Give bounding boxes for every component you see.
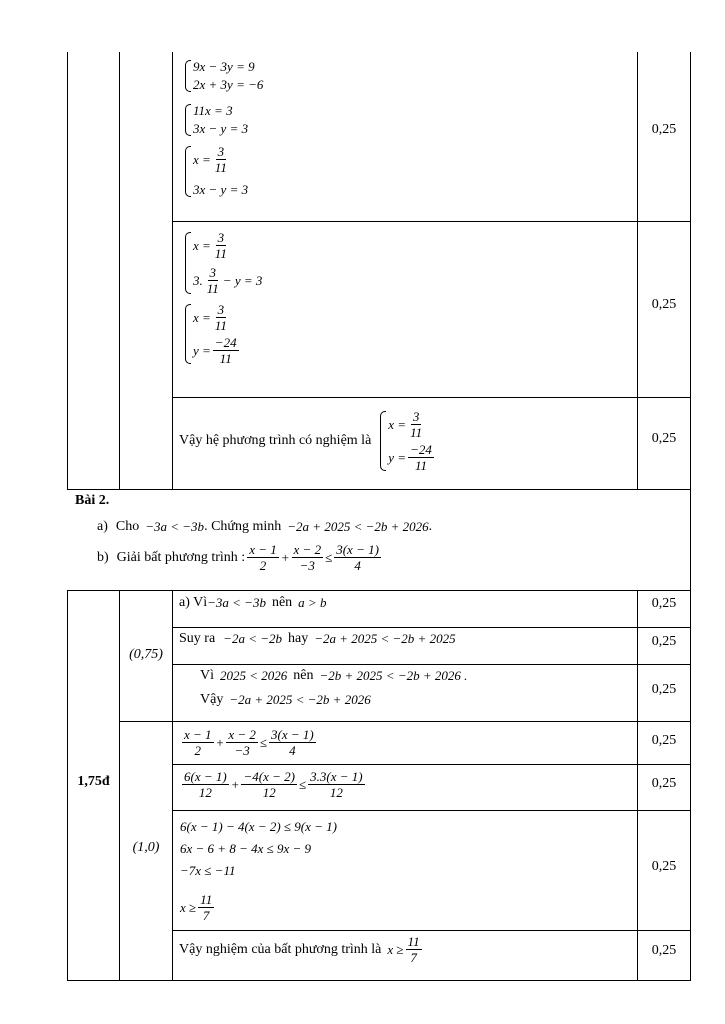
derivation-line: −7x ≤ −11 [180, 863, 236, 878]
fraction: $\frac{x - 2}{-3}$ [293, 542, 322, 573]
eq-line: 3x − y = 3 [193, 182, 249, 197]
step2-content [182, 230, 262, 366]
part-b-row-2 [180, 769, 367, 800]
score: 0,25 [651, 431, 677, 446]
conclusion-text: Vậy nghiệm của bất phương trình là [179, 941, 382, 957]
system-5 [182, 302, 262, 366]
text: . Chứng minh [204, 519, 282, 534]
eq-lhs: x ≥ [180, 899, 197, 915]
text: nên [293, 668, 314, 683]
math: −2a + 2025 < −2b + 2026 [229, 692, 371, 707]
eq-part: − y = 3 [222, 272, 263, 288]
fraction: $\frac{x - 1}{2}$ [249, 542, 277, 573]
step3-content [179, 400, 436, 482]
math: −2b + 2025 < −2b + 2026 . [319, 668, 468, 683]
score: 0,25 [651, 776, 677, 791]
text: Vì [200, 668, 214, 683]
score: 0,25 [651, 682, 677, 697]
text: a) Vì [179, 595, 208, 610]
score: 0,25 [651, 859, 677, 874]
fraction: $\frac{-24}{11}$ [214, 335, 237, 366]
text: Vậy [200, 692, 224, 707]
eq-lhs: y = [388, 449, 407, 465]
fraction: $\frac{11}{7}$ [407, 934, 420, 965]
eq-lhs: x = [193, 152, 211, 167]
text: Suy ra [179, 631, 216, 646]
operator: ≤ [325, 549, 333, 565]
fraction: $\frac{3}{11}$ [410, 409, 423, 440]
fraction: $\frac{3}{11}$ [214, 230, 227, 261]
solution-system [377, 409, 436, 473]
fraction: $\frac{6(x - 1)}{12}$ [184, 769, 227, 800]
system-1 [182, 58, 263, 94]
part-a-row-2 [179, 631, 456, 647]
text: hay [288, 631, 309, 646]
math: −2a + 2025 < −2b + 2025 [314, 631, 456, 646]
math: a > b [298, 595, 327, 610]
score: 0,25 [651, 634, 677, 649]
text: Cho [115, 519, 140, 534]
text: nên [271, 595, 293, 610]
eq-lhs: y = [193, 342, 211, 358]
fraction: $\frac{3}{11}$ [214, 144, 227, 175]
score: 0,25 [651, 297, 677, 312]
part-b-row-4 [179, 934, 424, 965]
total-score: 1,75đ [77, 774, 110, 789]
text: Giải bất phương trình : [116, 549, 246, 565]
eq-line: 2x + 3y = −6 [193, 77, 264, 92]
fraction: $\frac{3(x - 1)}{4}$ [271, 727, 314, 758]
eq-line: 11x = 3 [193, 103, 233, 118]
math: −3a < −3b [145, 519, 205, 534]
part-b-row-3 [180, 816, 337, 923]
part-a-row-1 [179, 595, 326, 611]
score: 0,25 [651, 733, 677, 748]
part-a-row-3 [200, 668, 467, 708]
bai2-part-a: a) Cho −3a < −3b . Chứng minh −2a + 2025 < −2b + 2026 . [97, 519, 433, 534]
derivation-line: 6x − 6 + 8 − 4x ≤ 9x − 9 [180, 841, 312, 856]
item-label: b) [97, 549, 109, 565]
part-b-row-1 [180, 727, 318, 758]
fraction: $\frac{11}{7}$ [200, 892, 213, 923]
math: 2025 < 2026 [220, 668, 288, 683]
fraction: $\frac{x - 2}{-3}$ [228, 727, 256, 758]
operator: + [230, 776, 240, 792]
step1-content [182, 58, 263, 199]
fraction: $\frac{-24}{11}$ [410, 442, 432, 473]
eq-line: 9x − 3y = 9 [193, 59, 255, 74]
fraction: $\frac{3}{11}$ [206, 265, 219, 296]
math: −2a < −2b [223, 631, 282, 646]
fraction: $\frac{-4(x - 2)}{12}$ [243, 769, 295, 800]
part-b-weight: (1,0) [132, 840, 160, 855]
operator: ≤ [259, 734, 268, 750]
eq-lhs: x = [388, 416, 407, 432]
score: 0,25 [651, 596, 677, 611]
eq-lhs: x = [193, 309, 211, 325]
bai2-heading: Bài 2. [75, 493, 110, 508]
fraction: $\frac{3(x - 1)}{4}$ [336, 542, 379, 573]
eq-line: 3x − y = 3 [193, 121, 249, 136]
score: 0,25 [651, 122, 677, 137]
operator: ≤ [298, 776, 307, 792]
conclusion-text: Vậy hệ phương trình có nghiệm là [179, 433, 372, 448]
fraction: $\frac{3.3(x - 1)}{12}$ [310, 769, 363, 800]
system-3 [182, 144, 263, 199]
system-2 [182, 102, 263, 138]
eq-lhs: x = [193, 237, 211, 253]
derivation-line: 6(x − 1) − 4(x − 2) ≤ 9(x − 1) [180, 819, 338, 834]
fraction: $\frac{3}{11}$ [214, 302, 227, 333]
fraction: $\frac{x - 1}{2}$ [184, 727, 212, 758]
math: −3a < −3b [207, 595, 266, 610]
score: 0,25 [651, 943, 677, 958]
part-a-weight: (0,75) [129, 647, 163, 662]
eq-lhs: x ≥ [387, 941, 404, 957]
bai2-part-b [97, 542, 383, 573]
operator: + [280, 549, 290, 565]
math: −2a + 2025 < −2b + 2026 [287, 519, 429, 534]
system-4 [182, 230, 262, 296]
operator: + [215, 734, 225, 750]
item-label: a) [97, 519, 108, 534]
eq-part: 3. [193, 272, 203, 288]
